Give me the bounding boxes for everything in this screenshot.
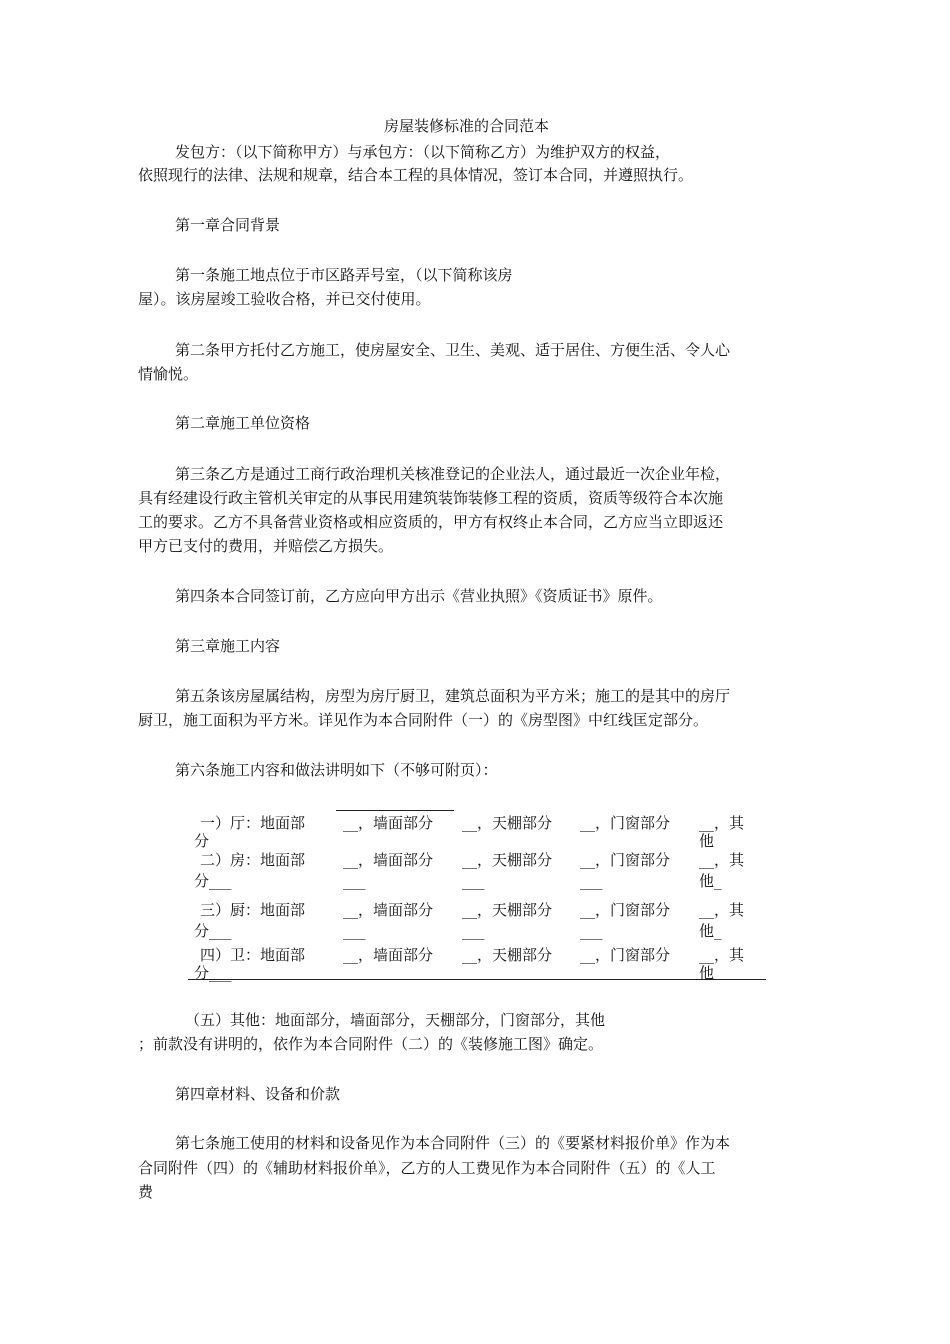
- row-3-window: __，门窗部分: [580, 901, 671, 919]
- row-3-wall: __，墙面部分: [343, 901, 434, 919]
- article-2-line-2: 情愉悦。: [138, 365, 199, 383]
- row-1-ceiling: __，天棚部分: [462, 814, 553, 832]
- row-3-other-cont: 他_: [699, 922, 722, 940]
- row-3-ceiling: __，天棚部分: [462, 901, 553, 919]
- article-3-line-3: 工的要求。乙方不具备营业资格或相应资质的，甲方有权终止本合同，乙方应当立即返还: [138, 513, 724, 531]
- row-2-window: __，门窗部分: [580, 851, 671, 869]
- article-5-line-2: 厨卫，施工面积为平方米。详见作为本合同附件（一）的《房型图》中红线匡定部分。: [138, 711, 709, 729]
- article-4: 第四条本合同签订前，乙方应向甲方出示《营业执照》《资质证书》原件。: [175, 587, 663, 605]
- other-line-1: （五）其他：地面部分，墙面部分，天棚部分，门窗部分，其他: [185, 1011, 606, 1029]
- intro-line-1: 发包方：（以下简称甲方）与承包方：（以下简称乙方）为维护双方的权益，: [175, 143, 671, 161]
- row-3-blank: ___: [343, 922, 366, 940]
- article-3-line-4: 甲方已支付的费用，并赔偿乙方损失。: [138, 537, 394, 555]
- row-1-wall: __，墙面部分: [343, 814, 434, 832]
- row-3-blank: ___: [462, 922, 485, 940]
- table-top-rule: [336, 810, 454, 811]
- row-3-label: 三）厨：地面部: [200, 901, 306, 919]
- other-line-2: ；前款没有讲明的，依作为本合同附件（二）的《装修施工图》确定。: [138, 1035, 604, 1053]
- article-3-line-1: 第三条乙方是通过工商行政治理机关核准登记的企业法人，通过最近一次企业年检，: [175, 465, 731, 483]
- chapter-4-heading: 第四章材料、设备和价款: [175, 1085, 341, 1103]
- row-2-other-cont: 他_: [699, 872, 722, 890]
- row-4-cont: 分___: [194, 964, 232, 982]
- intro-line-2: 依照现行的法律、法规和规章，结合本工程的具体情况，签订本合同，并遵照执行。: [138, 166, 694, 184]
- row-2-blank: ___: [462, 872, 485, 890]
- article-1-line-2: 屋）。该房屋竣工验收合格，并已交付使用。: [138, 290, 431, 308]
- row-2-blank: ___: [580, 872, 603, 890]
- article-2-line-1: 第二条甲方托付乙方施工，使房屋安全、卫生、美观、适于居住、方便生活、令人心: [175, 341, 731, 359]
- row-1-other: __，其: [699, 814, 745, 832]
- article-6: 第六条施工内容和做法讲明如下（不够可附页）：: [175, 761, 498, 779]
- row-2-other: __，其: [699, 851, 745, 869]
- article-7-line-3: 费: [138, 1183, 154, 1201]
- row-4-other: __，其: [699, 946, 745, 964]
- row-4-other-cont: 他: [699, 964, 715, 982]
- row-4-ceiling: __，天棚部分: [462, 946, 553, 964]
- chapter-1-heading: 第一章合同背景: [175, 216, 281, 234]
- row-2-ceiling: __，天棚部分: [462, 851, 553, 869]
- row-2-blank: ___: [343, 872, 366, 890]
- row-1-window: __，门窗部分: [580, 814, 671, 832]
- article-7-line-2: 合同附件（四）的《辅助材料报价单》，乙方的人工费见作为本合同附件（五）的《人工: [138, 1159, 716, 1177]
- row-4-label: 四）卫：地面部: [200, 946, 306, 964]
- row-1-label: 一）厅：地面部: [200, 814, 306, 832]
- row-3-other: __，其: [699, 901, 745, 919]
- row-1-other-cont: 他: [699, 832, 715, 850]
- chapter-3-heading: 第三章施工内容: [175, 637, 281, 655]
- row-4-window: __，门窗部分: [580, 946, 671, 964]
- row-2-wall: __，墙面部分: [343, 851, 434, 869]
- article-3-line-2: 具有经建设行政主管机关审定的从事民用建筑装饰装修工程的资质，资质等级符合本次施: [138, 489, 724, 507]
- row-4-wall: __，墙面部分: [343, 946, 434, 964]
- article-1-line-1: 第一条施工地点位于市区路弄号室，（以下简称该房: [175, 266, 513, 284]
- row-1-cont: 分: [194, 832, 210, 850]
- chapter-2-heading: 第二章施工单位资格: [175, 414, 311, 432]
- article-7-line-1: 第七条施工使用的材料和设备见作为本合同附件（三）的《要紧材料报价单》作为本: [175, 1134, 731, 1152]
- row-3-cont: 分___: [194, 922, 232, 940]
- table-bottom-rule: [188, 979, 766, 980]
- row-2-label: 二）房：地面部: [200, 851, 306, 869]
- document-title: 房屋装修标准的合同范本: [384, 117, 550, 135]
- article-5-line-1: 第五条该房屋属结构，房型为房厅厨卫，建筑总面积为平方米；施工的是其中的房厅: [175, 687, 731, 705]
- row-2-cont: 分___: [194, 872, 232, 890]
- row-3-blank: ___: [580, 922, 603, 940]
